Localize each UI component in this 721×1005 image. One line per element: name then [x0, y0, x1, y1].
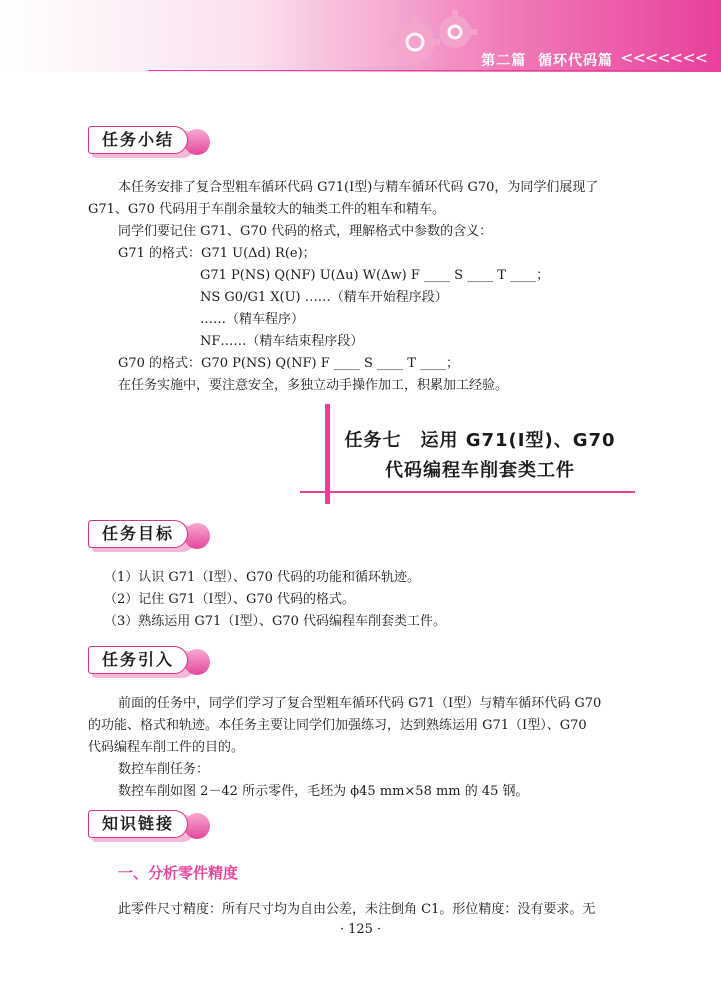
- section-title-line1: 任务七 运用 G71(Ⅰ型)、G70: [344, 430, 616, 451]
- page-number: · 125 ·: [339, 922, 382, 937]
- chevron-left-icon: <<<<<<<: [620, 48, 707, 67]
- summary-line: G70 的格式：G70 P(NS) Q(NF) F ____ S ____ T ____；: [118, 356, 460, 371]
- tag-goals-label: 任务目标: [101, 524, 174, 543]
- page-header: [0, 0, 721, 72]
- goal-item: （3）熟练运用 G71（Ⅰ型）、G70 代码编程车削套类工件。: [104, 614, 447, 629]
- tag-links-label: 知识链接: [101, 814, 174, 833]
- summary-line: ……（精车程序）: [200, 312, 305, 327]
- gears-icon: [370, 2, 490, 70]
- body-line: 此零件尺寸精度：所有尺寸均为自由公差，未注倒角 C1。形位精度：没有要求。无: [118, 902, 596, 917]
- intro-line: 数控车削如图 2－42 所示零件，毛坯为 ϕ45 mm×58 mm 的 45 钢。: [118, 784, 529, 799]
- tag-intro-label: 任务引入: [101, 650, 174, 669]
- goal-item: （1）认识 G71（Ⅰ型）、G70 代码的功能和循环轨迹。: [104, 570, 421, 585]
- summary-line: G71 P(NS) Q(NF) U(Δu) W(Δw) F ____ S ____ T ____；: [200, 268, 550, 283]
- summary-line: 在任务实施中，要注意安全，多独立动手操作加工，积累加工经验。: [118, 378, 509, 393]
- tag-summary-label: 任务小结: [101, 130, 174, 149]
- header-rule: [148, 70, 721, 71]
- summary-line: G71 的格式：G71 U(Δd) R(e)；: [118, 246, 316, 261]
- summary-line: 本任务安排了复合型粗车循环代码 G71(Ⅰ型)与精车循环代码 G70，为同学们展现了: [118, 180, 599, 195]
- goal-item: （2）记住 G71（Ⅰ型）、G70 代码的格式。: [104, 592, 356, 607]
- summary-line: NS G0/G1 X(U) ……（精车开始程序段）: [200, 290, 448, 305]
- header-part-title: 第二篇 循环代码篇: [481, 53, 613, 69]
- section-title-rule: [300, 491, 635, 493]
- summary-line: G71、G70 代码用于车削余量较大的轴类工件的粗车和精车。: [88, 202, 445, 217]
- summary-line: 同学们要记住 G71、G70 代码的格式，理解格式中参数的含义：: [118, 224, 493, 239]
- subheading: 一、分析零件精度: [118, 864, 239, 882]
- intro-line: 代码编程车削工件的目的。: [88, 740, 245, 755]
- section-title-line2: 代码编程车削套类工件: [385, 460, 575, 481]
- intro-line: 数控车削任务：: [118, 762, 210, 777]
- intro-line: 前面的任务中，同学们学习了复合型粗车循环代码 G71（Ⅰ型）与精车循环代码 G70: [118, 696, 602, 711]
- summary-line: NF……（精车结束程序段）: [200, 334, 364, 349]
- intro-line: 的功能、格式和轨迹。本任务主要让同学们加强练习，达到熟练运用 G71（Ⅰ型）、G70: [88, 718, 587, 733]
